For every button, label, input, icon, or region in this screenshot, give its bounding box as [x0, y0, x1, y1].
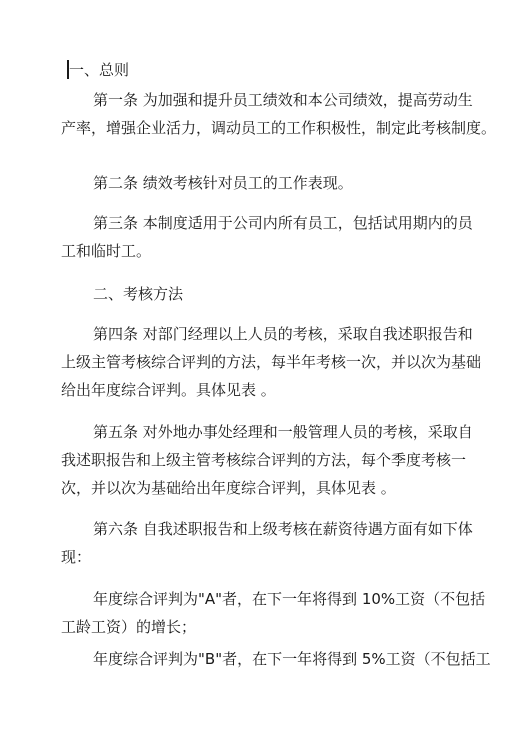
- article-3-line-1: 第三条 本制度适用于公司内所有员工，包括试用期内的员: [93, 214, 473, 232]
- article-4-line-1: 第四条 对部门经理以上人员的考核，采取自我述职报告和: [93, 325, 473, 343]
- article-2-line-1: 第二条 绩效考核针对员工的工作表现。: [93, 174, 353, 192]
- rule-a-line-1: 年度综合评判为"A"者，在下一年将得到 10%工资（不包括: [93, 590, 486, 608]
- section-heading-general: 一、总则: [69, 61, 130, 79]
- article-1-line-1: 第一条 为加强和提升员工绩效和本公司绩效，提高劳动生: [93, 91, 473, 109]
- article-6-line-1: 第六条 自我述职报告和上级考核在薪资待遇方面有如下体: [93, 520, 473, 538]
- rule-b-line-1: 年度综合评判为"B"者，在下一年将得到 5%工资（不包括工: [93, 650, 491, 668]
- article-5-line-3: 次，并以次为基础给出年度综合评判，具体见表 。: [61, 479, 396, 497]
- rule-a-line-2: 工龄工资）的增长；: [61, 618, 197, 636]
- article-4-line-3: 给出年度综合评判。具体见表 。: [61, 381, 276, 399]
- article-5-line-1: 第五条 对外地办事处经理和一般管理人员的考核，采取自: [93, 423, 473, 441]
- article-3-line-2: 工和临时工。: [61, 242, 152, 260]
- article-1-line-2: 产率，增强企业活力，调动员工的工作积极性，制定此考核制度。: [61, 119, 497, 137]
- article-5-line-2: 我述职报告和上级主管考核综合评判的方法，每个季度考核一: [61, 451, 467, 469]
- article-6-line-2: 现：: [61, 548, 92, 566]
- section-heading-methods: 二、考核方法: [93, 285, 184, 303]
- article-4-line-2: 上级主管考核综合评判的方法，每半年考核一次，并以次为基础: [61, 353, 482, 371]
